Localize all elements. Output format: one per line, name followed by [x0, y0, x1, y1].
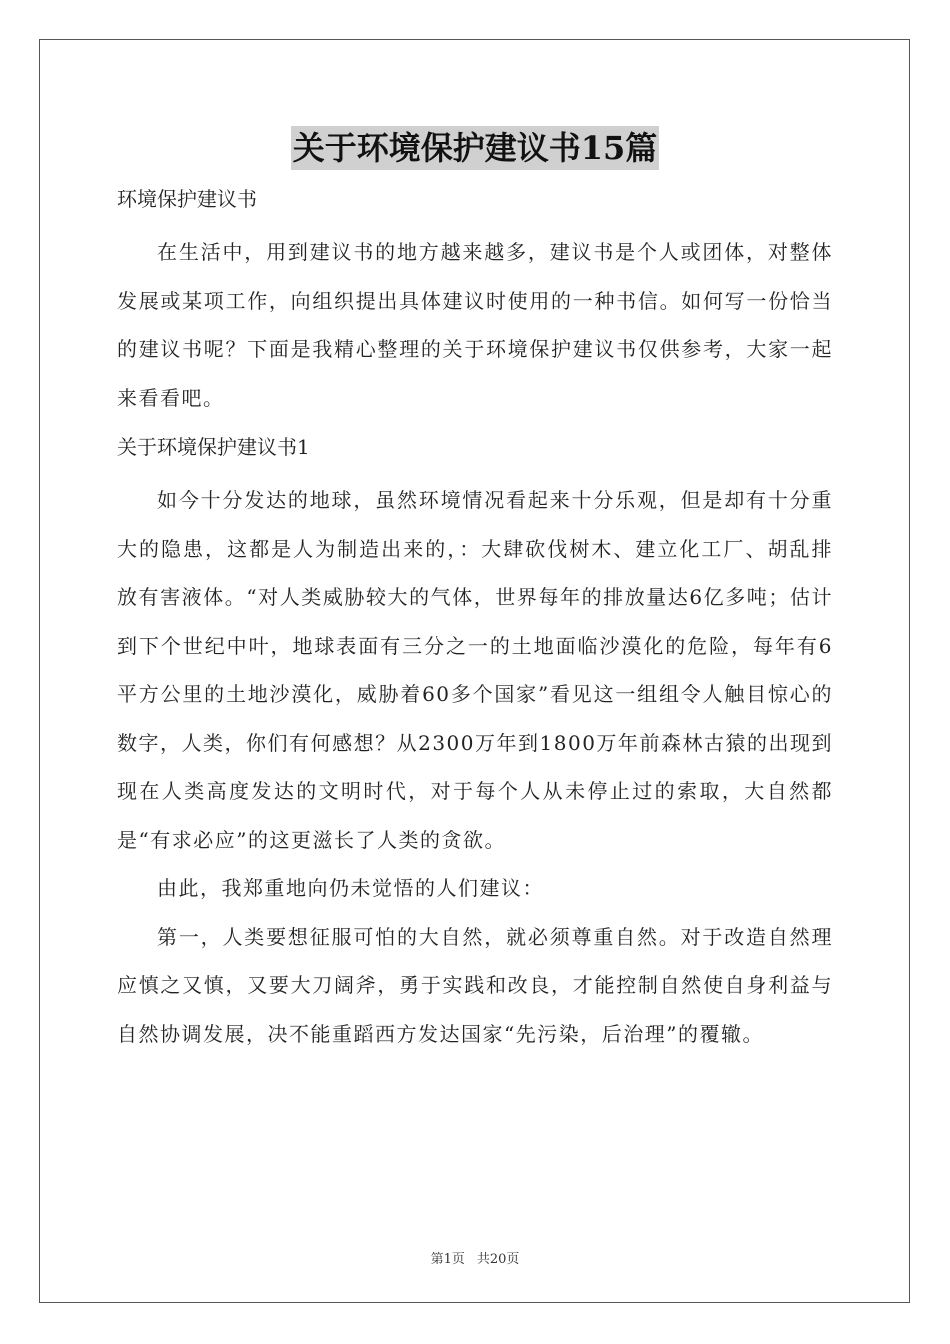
page-footer [0, 1248, 950, 1267]
section-heading: 关于环境保护建议书1 [117, 435, 310, 459]
page-total: 共20页 [476, 1252, 520, 1267]
intro-heading: 环境保护建议书 [117, 187, 257, 211]
page-number: 第1页 [430, 1252, 465, 1267]
document-body [117, 178, 833, 1058]
title-container [0, 126, 950, 170]
body-paragraph-1: 如今十分发达的地球，虽然环境情况看起来十分乐观，但是却有十分重大的隐患，这都是人为制造出来的，：大肆砍伐树木、建立化工厂、胡乱排放有害液体。“对人类威胁较大的气体，世界每年的排放量达6亿多吨；估计到下个世纪中叶，地球表面有三分之一的土地面临沙漠化的危险，每年有6平方公里的土地沙漠化，威胁着60多个国家”看见这一组组令人触目惊心的数字，人类，你们有何感想？从2300万年到1800万年前森林古猿的出现到现在人类高度发达的文明时代，对于每个人从未停止过的索取，大自然都是“有求必应”的这更滋长了人类的贪欲。 [117, 488, 833, 852]
body-paragraph-2: 由此，我郑重地向仍未觉悟的人们建议： [157, 876, 544, 900]
intro-paragraph: 在生活中，用到建议书的地方越来越多，建议书是个人或团体，对整体发展或某项工作，向组织提出具体建议时使用的一种书信。如何写一份恰当的建议书呢？下面是我精心整理的关于环境保护建议书仅供参考，大家一起来看看吧。 [117, 240, 833, 410]
body-paragraph-3: 第一，人类要想征服可怕的大自然，就必须尊重自然。对于改造自然理应慎之又慎，又要大刀阔斧，勇于实践和改良，才能控制自然使自身利益与自然协调发展，决不能重蹈西方发达国家“先污染，后治理”的覆辙。 [117, 924, 833, 1046]
document-title: 关于环境保护建议书15篇 [291, 126, 660, 170]
